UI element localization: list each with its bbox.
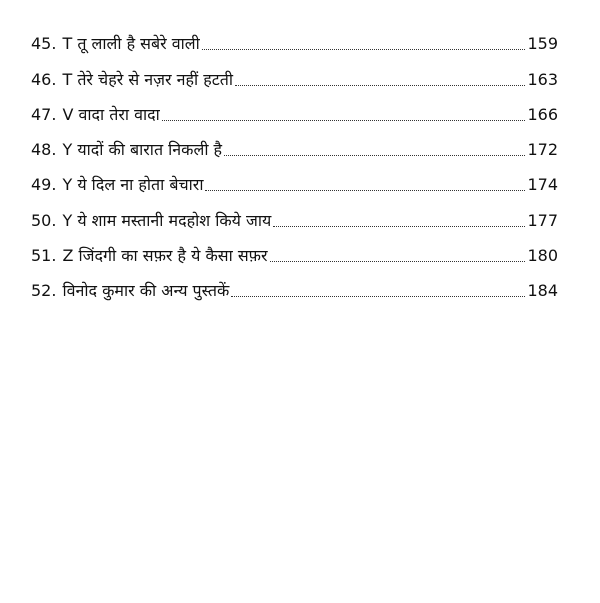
entry-number: 46. <box>31 69 57 89</box>
entry-title: विनोद कुमार की अन्य पुस्तकें <box>62 281 230 301</box>
entry-page-number: 180 <box>527 246 558 266</box>
toc-entry-51 <box>31 232 558 267</box>
dotted-leader <box>205 190 525 191</box>
toc-entry-48 <box>31 126 558 161</box>
entry-page-number: 172 <box>527 140 558 160</box>
dotted-leader <box>224 155 525 156</box>
toc-entry-46 <box>31 55 558 90</box>
entry-title: Z जिंदगी का सफ़र है ये कैसा सफ़र <box>62 246 268 266</box>
entry-page-number: 174 <box>527 175 558 195</box>
toc-entry-47 <box>31 91 558 126</box>
entry-title: Y ये शाम मस्तानी मदहोश किये जाय <box>62 210 272 230</box>
entry-title: Y यादों की बारात निकली है <box>62 140 223 160</box>
dotted-leader <box>231 296 525 297</box>
dotted-leader <box>235 85 525 86</box>
entry-title: Y ये दिल ना होता बेचारा <box>62 175 204 195</box>
entry-page-number: 163 <box>527 69 558 89</box>
dotted-leader <box>270 261 526 262</box>
entry-title: T तेरे चेहरे से नज़र नहीं हटती <box>62 69 234 89</box>
toc-entry-52 <box>31 267 558 302</box>
dotted-leader <box>202 49 526 50</box>
entry-page-number: 166 <box>527 104 558 124</box>
toc-entry-45 <box>31 20 558 55</box>
toc-entry-49 <box>31 161 558 196</box>
toc-entry-50 <box>31 196 558 231</box>
table-of-contents <box>31 20 558 302</box>
entry-number: 48. <box>31 140 57 160</box>
entry-title: T तू लाली है सबेरे वाली <box>62 34 200 54</box>
entry-page-number: 184 <box>527 281 558 301</box>
dotted-leader <box>273 226 525 227</box>
entry-number: 49. <box>31 175 57 195</box>
dotted-leader <box>162 120 526 121</box>
entry-page-number: 159 <box>527 34 558 54</box>
entry-number: 50. <box>31 210 57 230</box>
entry-page-number: 177 <box>527 210 558 230</box>
entry-number: 45. <box>31 34 57 54</box>
entry-title: V वादा तेरा वादा <box>62 104 160 124</box>
entry-number: 52. <box>31 281 57 301</box>
entry-number: 47. <box>31 104 57 124</box>
entry-number: 51. <box>31 246 57 266</box>
